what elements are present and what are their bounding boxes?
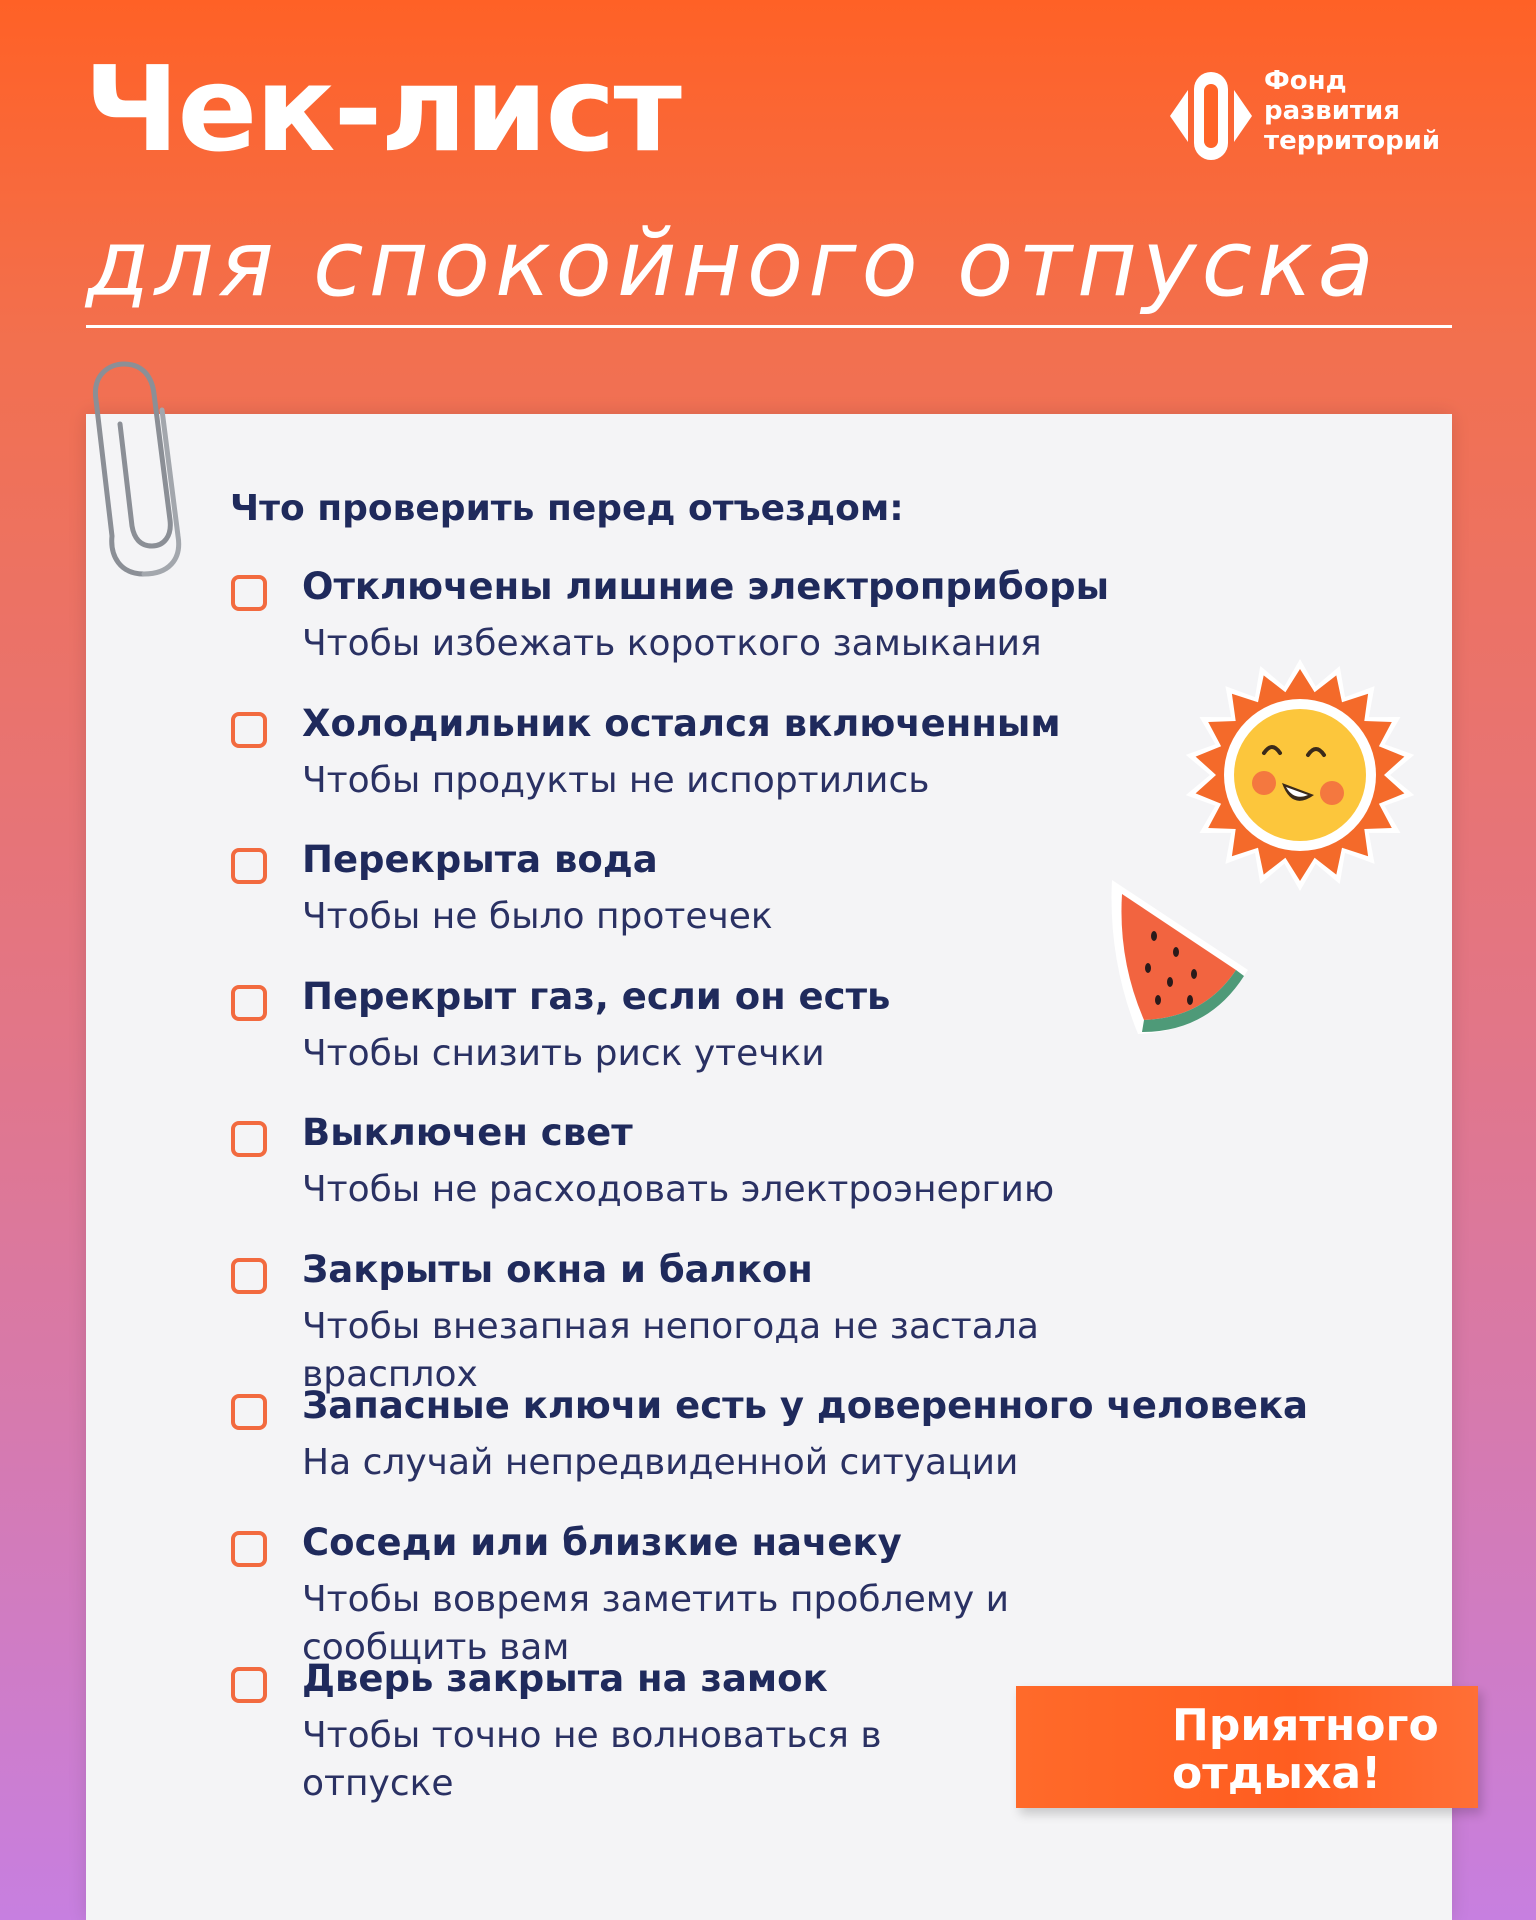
logo-line-1: Фонд — [1264, 66, 1347, 96]
item-title: Отключены лишние электроприборы — [302, 565, 1110, 608]
item-description: Чтобы внезапная непогода не застала врасплох — [302, 1305, 1039, 1395]
logo-line-3: территорий — [1264, 126, 1441, 156]
item-description: Чтобы не было протечек — [302, 896, 773, 937]
item-title: Запасные ключи есть у доверенного человека — [302, 1384, 1309, 1427]
item-title: Дверь закрыта на замок — [302, 1657, 828, 1700]
fund-logo-mark-icon — [1168, 70, 1254, 162]
checkbox[interactable] — [231, 1531, 267, 1567]
paperclip-icon — [84, 360, 194, 590]
checkbox[interactable] — [231, 1667, 267, 1703]
item-title: Холодильник остался включенным — [302, 701, 1061, 745]
item-title: Перекрыта вода — [302, 838, 658, 881]
checkbox[interactable] — [231, 848, 267, 884]
checkbox[interactable] — [231, 1121, 267, 1157]
item-title: Перекрыт газ, если он есть — [302, 974, 891, 1018]
item-title: Выключен свет — [302, 1111, 633, 1154]
smiling-sun-sticker-icon — [1180, 655, 1420, 895]
checkbox[interactable] — [231, 575, 267, 611]
item-description: Чтобы снизить риск утечки — [302, 1032, 825, 1074]
pleasant-rest-banner — [1016, 1686, 1478, 1808]
checklist-item — [230, 1247, 1410, 1395]
checklist-item — [230, 1520, 1410, 1668]
item-description: Чтобы не расходовать электроэнергию — [302, 1169, 1055, 1210]
item-title: Соседи или близкие начеку — [302, 1520, 902, 1564]
checklist-item — [230, 1384, 1410, 1521]
banner-text: Приятного отдыха! — [1172, 1700, 1439, 1799]
item-title: Закрыты окна и балкон — [302, 1247, 813, 1291]
page-title: Чек-лист — [84, 40, 680, 178]
item-description: Чтобы вовремя заметить проблему и сообщить вам — [302, 1578, 1010, 1668]
fund-logo-text — [1264, 66, 1440, 156]
item-description: На случай непредвиденной ситуации — [302, 1442, 1019, 1483]
item-description: Чтобы избежать короткого замыкания — [302, 623, 1042, 664]
checkbox[interactable] — [231, 712, 267, 748]
checkbox[interactable] — [231, 985, 267, 1021]
fund-logo — [1168, 66, 1468, 166]
page-subtitle: для спокойного отпуска — [86, 210, 1379, 317]
item-description: Чтобы продукты не испортились — [302, 759, 930, 801]
checkbox[interactable] — [231, 1394, 267, 1430]
checkbox[interactable] — [231, 1258, 267, 1294]
checklist-heading: Что проверить перед отъездом: — [230, 488, 904, 529]
title-divider — [86, 325, 1452, 328]
item-description: Чтобы точно не волноваться в отпуске — [302, 1715, 882, 1804]
logo-line-2: развития — [1264, 96, 1400, 126]
watermelon-slice-sticker-icon — [1098, 870, 1258, 1050]
checklist-item — [230, 1111, 1410, 1248]
